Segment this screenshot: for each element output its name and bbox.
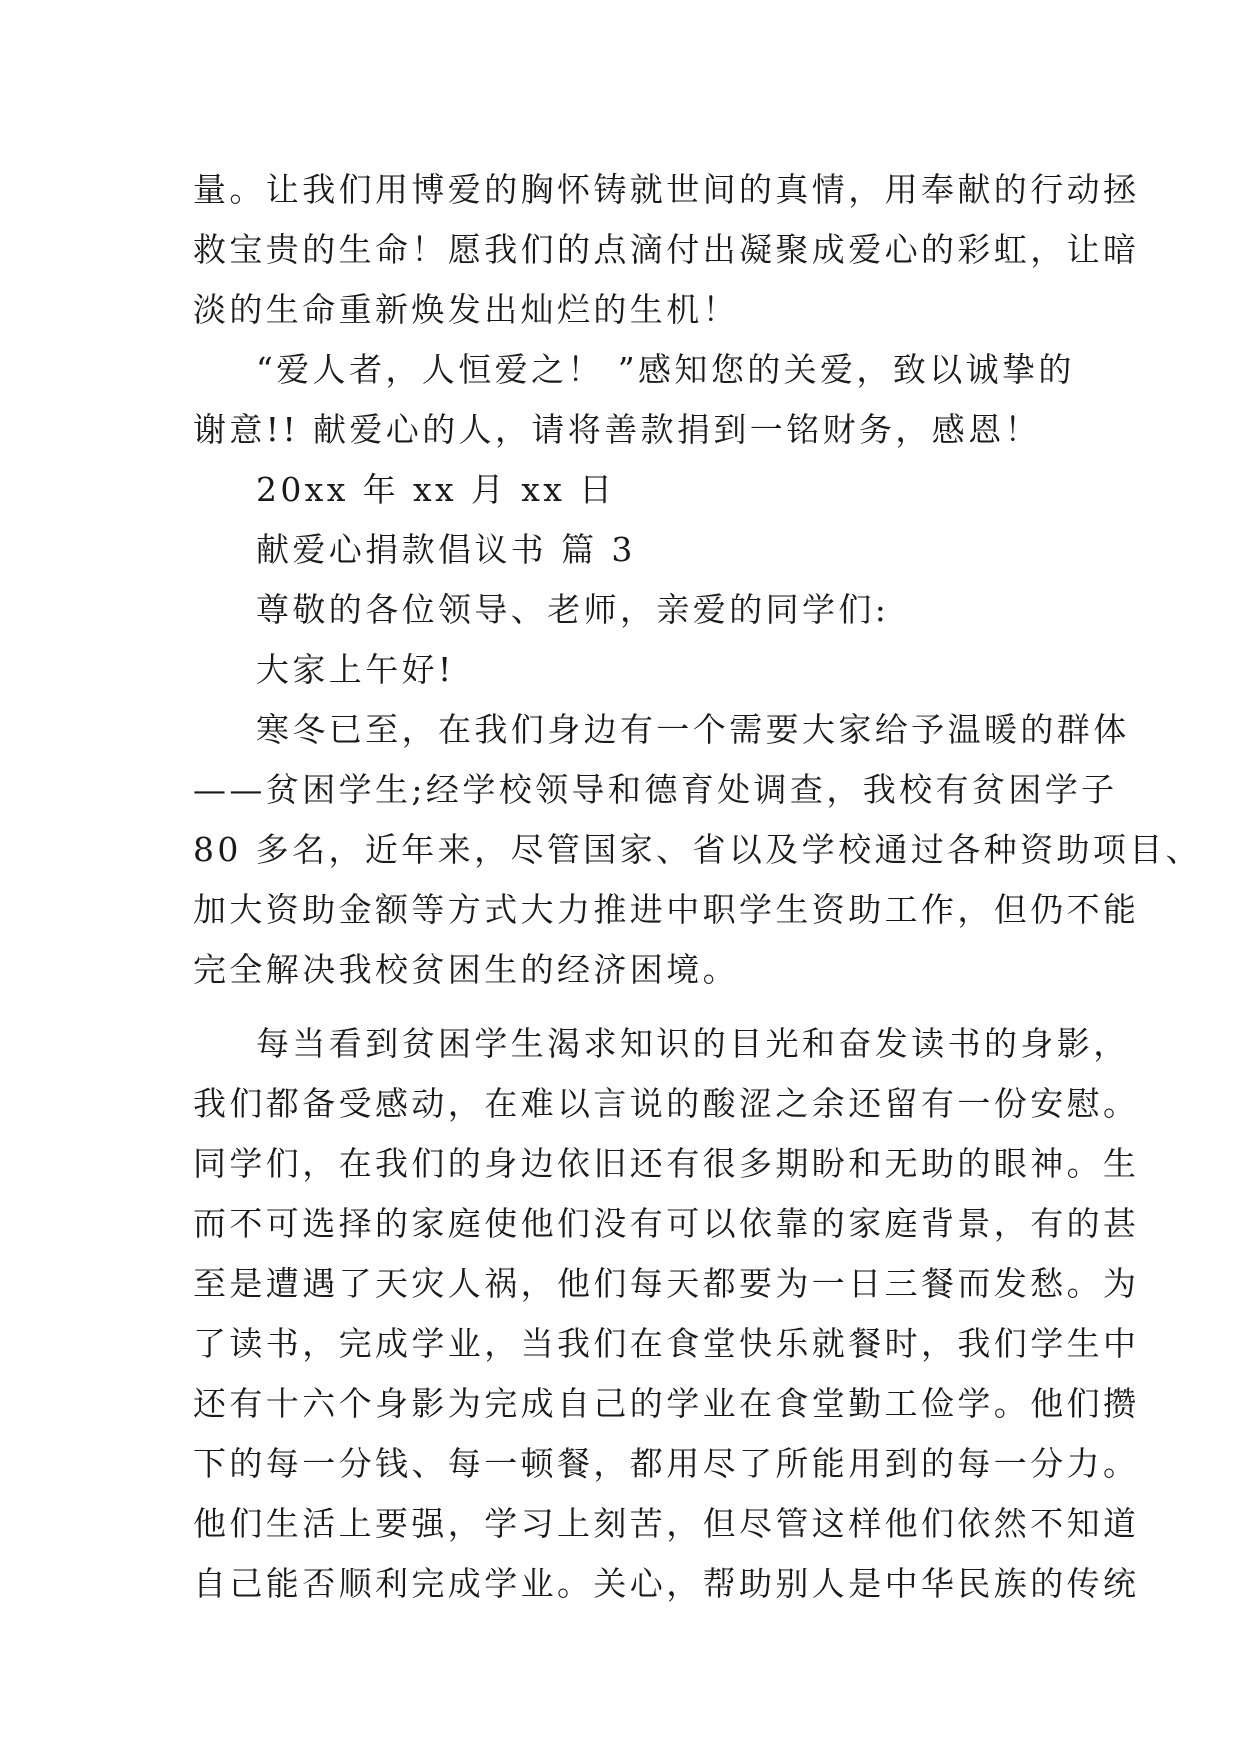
text-line: 他们生活上要强，学习上刻苦，但尽管这样他们依然不知道 <box>193 1504 1140 1543</box>
text-line: 至是遭遇了天灾人祸，他们每天都要为一日三餐而发愁。为 <box>193 1264 1140 1303</box>
text-line: ——贫困学生;经学校领导和德育处调查，我校有贫困学子 <box>193 770 1118 809</box>
text-line: 我们都备受感动，在难以言说的酸涩之余还留有一份安慰。 <box>193 1084 1140 1123</box>
text-line: 救宝贵的生命！愿我们的点滴付出凝聚成爱心的彩虹，让暗 <box>193 230 1140 269</box>
section-heading: 献爱心捐款倡议书 篇 3 <box>256 530 636 569</box>
text-line: 下的每一分钱、每一顿餐，都用尽了所能用到的每一分力。 <box>193 1444 1140 1483</box>
text-line: 自己能否顺利完成学业。关心，帮助别人是中华民族的传统 <box>193 1564 1140 1603</box>
text-line: 完全解决我校贫困生的经济困境。 <box>193 950 739 989</box>
greeting: 大家上午好! <box>256 650 455 689</box>
text-line: 而不可选择的家庭使他们没有可以依靠的家庭背景，有的甚 <box>193 1204 1140 1243</box>
document-body <box>193 160 1203 1614</box>
text-line: 了读书，完成学业，当我们在食堂快乐就餐时，我们学生中 <box>193 1324 1140 1363</box>
text-line: 每当看到贫困学生渴求知识的目光和奋发读书的身影， <box>256 1024 1130 1063</box>
text-line: 同学们，在我们的身边依旧还有很多期盼和无助的眼神。生 <box>193 1144 1140 1183</box>
text-line: 淡的生命重新焕发出灿烂的生机！ <box>193 290 739 329</box>
salutation: 尊敬的各位领导、老师，亲爱的同学们: <box>256 590 890 629</box>
text-line: “爱人者，人恒爱之！ ”感知您的关爱，致以诚挚的 <box>256 350 1075 389</box>
text-line: 谢意!! 献爱心的人，请将善款捐到一铭财务，感恩！ <box>193 410 1042 449</box>
text-line: 加大资助金额等方式大力推进中职学生资助工作，但仍不能 <box>193 890 1140 929</box>
text-line: 寒冬已至，在我们身边有一个需要大家给予温暖的群体 <box>256 710 1130 749</box>
text-line: 量。让我们用博爱的胸怀铸就世间的真情，用奉献的行动拯 <box>193 170 1140 209</box>
text-line: 还有十六个身影为完成自己的学业在食堂勤工俭学。他们攒 <box>193 1384 1140 1423</box>
text-line: 80 多名，近年来，尽管国家、省以及学校通过各种资助项目、 <box>193 830 1203 869</box>
date-line: 20xx 年 xx 月 xx 日 <box>256 470 616 509</box>
